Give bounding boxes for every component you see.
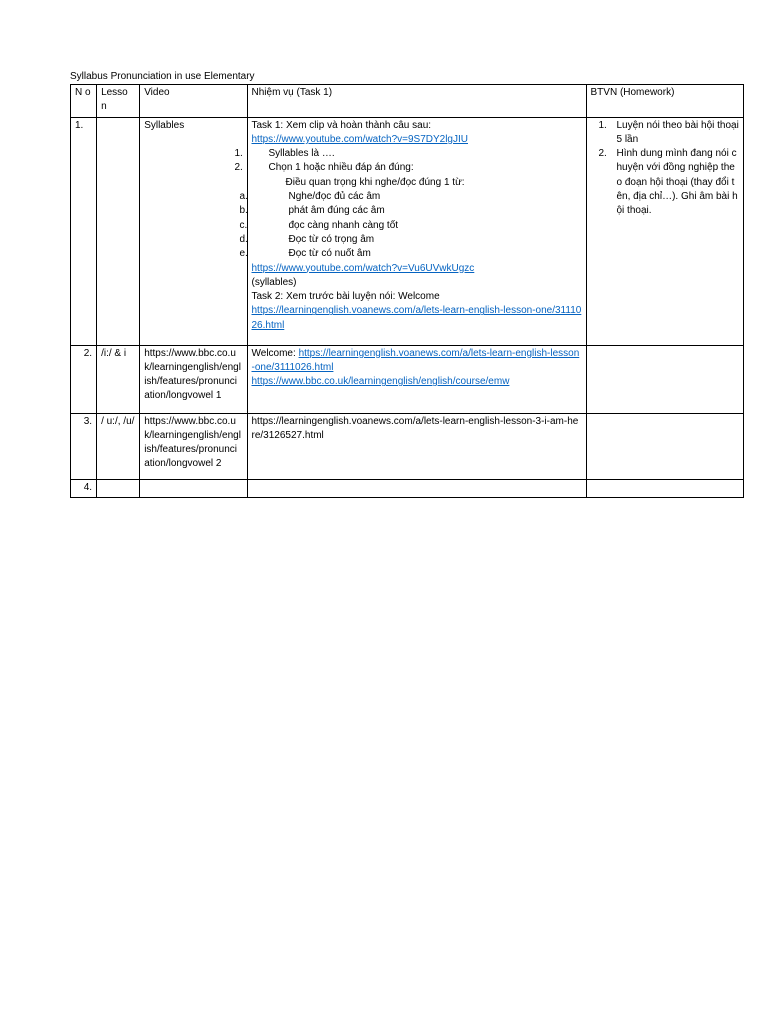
video-cell: Syllables [140,117,247,345]
youtube-link-1[interactable]: https://www.youtube.com/watch?v=9S7DY2lgJIU [251,133,468,145]
table-row [71,345,744,413]
homework-cell [586,345,744,413]
question-2: 2. Chọn 1 hoặc nhiều đáp án đúng: [234,162,414,174]
video-cell: https://www.bbc.co.uk/learningenglish/english/features/pronunciation/longvowel 2 [140,413,247,479]
row-number: 2. [71,345,97,413]
table-row [71,117,744,345]
youtube-link-2[interactable]: https://www.youtube.com/watch?v=Vu6UVwkUgzc [251,262,475,274]
row-number: 3. [71,413,97,479]
lesson-cell [97,117,140,345]
video-cell [140,479,247,497]
homework-item-1: 1. Luyện nói theo bài hội thoại 5 lần [598,119,739,145]
answer-option-a: a. Nghe/đọc đủ các âm [239,191,381,203]
lesson-cell: / u:/, /u/ [97,413,140,479]
bbc-course-link[interactable]: https://www.bbc.co.uk/learningenglish/english/course/emw [251,376,510,388]
lesson-cell: /i:/ & i [97,345,140,413]
video-cell: https://www.bbc.co.uk/learningenglish/english/features/pronunciation/longvowel 1 [140,345,247,413]
syllabus-table [70,84,744,498]
row-number: 1. [71,117,97,345]
voa-lesson-link[interactable]: https://learningenglish.voanews.com/a/lets-learn-english-lesson-one/3111026.html [251,347,580,373]
welcome-label: Welcome: [251,347,299,359]
homework-cell [586,479,744,497]
header-row [71,85,744,118]
header-no: N o [71,85,97,118]
answer-option-b: b. phát âm đúng các âm [239,205,385,217]
task-cell [247,479,586,497]
row-number: 4. [71,479,97,497]
task-cell [247,345,586,413]
header-video: Video [140,85,247,118]
header-task: Nhiệm vụ (Task 1) [247,85,586,118]
answer-option-e: e. Đọc từ có nuốt âm [239,248,371,260]
homework-cell [586,413,744,479]
voa-lesson-link[interactable]: https://learningenglish.voanews.com/a/lets-learn-english-lesson-one/3111026.html [251,305,582,331]
homework-cell [586,117,744,345]
link-note: (syllables) [251,276,297,288]
task1-title: Task 1: Xem clip và hoàn thành câu sau: [251,119,432,131]
question-1: 1. Syllables là …. [234,148,335,160]
table-row [71,413,744,479]
document-title: Syllabus Pronunciation in use Elementary [70,71,255,82]
answer-option-c: c. đọc càng nhanh càng tốt [239,219,399,231]
header-homework: BTVN (Homework) [586,85,744,118]
task-cell [234,117,586,345]
header-lesson: Lesso n [97,85,140,118]
answer-option-d: d. Đọc từ có trọng âm [239,233,375,245]
table-row [71,479,744,497]
homework-item-2: 2. Hình dung mình đang nói chuyện với đồng nghiệp theo đoạn hội thoại (thay đổi tên, địa chỉ…). Ghi âm bài hội thoại. [598,148,738,217]
task-cell: https://learningenglish.voanews.com/a/lets-learn-english-lesson-3-i-am-here/3126527.html [247,413,586,479]
question-2-prompt: Điều quan trọng khi nghe/đọc đúng 1 từ: [285,176,465,188]
task2-title: Task 2: Xem trước bài luyện nói: Welcome [251,291,440,303]
lesson-cell [97,479,140,497]
